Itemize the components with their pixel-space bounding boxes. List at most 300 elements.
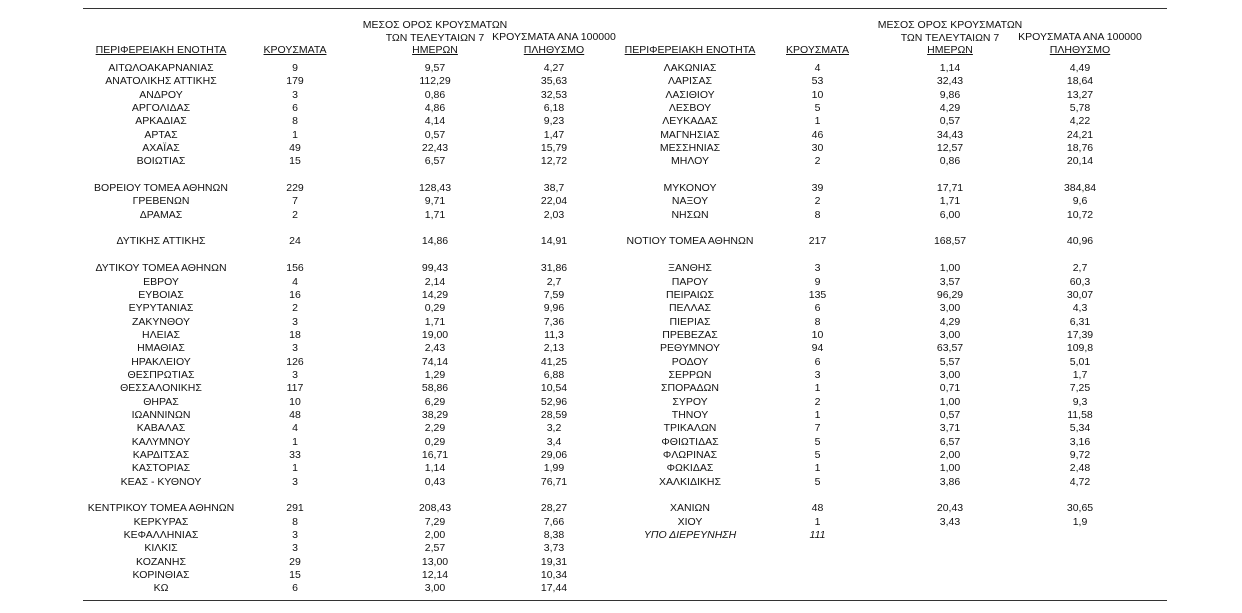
right-avg7-cell: 1,14: [939, 62, 961, 74]
left-header-avg-line2: ΤΩΝ ΤΕΛΕΥΤΑΙΩΝ 7: [385, 31, 485, 44]
left-per100k-cell: 3,2: [546, 422, 562, 435]
left-header-region-label: ΠΕΡΙΦΕΡΕΙΑΚΗ ΕΝΟΤΗΤΑ: [95, 44, 227, 56]
right-avg7-cell: 4,29: [939, 102, 961, 115]
right-avg7-cell: 5,57: [939, 355, 961, 368]
table-row: [0, 62, 1242, 75]
table-row: [0, 129, 1242, 142]
left-cases-cell: 179: [286, 75, 304, 88]
left-region-cell: ΚΕΝΤΡΙΚΟΥ ΤΟΜΕΑ ΑΘΗΝΩΝ: [87, 502, 235, 515]
right-cases-cell: 5: [814, 435, 821, 448]
right-cases-cell: 8: [814, 315, 821, 328]
left-per100k-cell: 76,71: [540, 475, 568, 488]
left-cases-cell: 2: [292, 208, 298, 221]
right-header-region-label: ΠΕΡΙΦΕΡΕΙΑΚΗ ΕΝΟΤΗΤΑ: [624, 44, 756, 56]
right-cases-cell: 53: [811, 75, 824, 88]
right-header-avg-line1: ΜΕΣΟΣ ΟΡΟΣ ΚΡΟΥΣΜΑΤΩΝ: [877, 19, 1023, 31]
left-per100k-cell: 12,72: [540, 155, 568, 168]
right-header-per100k-line1: ΚΡΟΥΣΜΑΤΑ ΑΝΑ 100000: [1018, 31, 1142, 43]
left-per100k-cell: 29,06: [540, 448, 568, 461]
table-row: [0, 289, 1242, 302]
right-avg7-cell: 63,57: [936, 342, 964, 355]
right-per100k-cell: 20,14: [1066, 155, 1094, 168]
left-region-cell: ΖΑΚΥΝΘΟΥ: [131, 315, 190, 328]
left-avg7-cell: 9,57: [424, 62, 446, 74]
left-cases-cell: 1: [292, 128, 298, 141]
left-per100k-cell: 38,7: [543, 182, 565, 195]
left-region-cell: ΕΥΒΟΙΑΣ: [138, 288, 184, 301]
right-region-cell: ΧΑΛΚΙΔΙΚΗΣ: [659, 475, 721, 488]
left-avg7-cell: 14,29: [421, 288, 449, 301]
right-region-cell: ΧΑΝΙΩΝ: [670, 502, 710, 515]
left-cases-cell: 16: [289, 288, 301, 301]
left-avg7-cell: 3,00: [424, 582, 446, 595]
left-region-cell: ΑΝΑΤΟΛΙΚΗΣ ΑΤΤΙΚΗΣ: [105, 75, 217, 88]
right-avg7-cell: 168,57: [933, 235, 967, 248]
right-per100k-cell: 4,22: [1069, 115, 1091, 128]
left-avg7-cell: 0,29: [424, 435, 446, 448]
left-cases-cell: 4: [292, 422, 298, 435]
left-cases-cell: 15: [289, 155, 301, 168]
left-avg7-cell: 0,29: [424, 302, 446, 315]
left-cases-cell: 6: [292, 582, 298, 595]
left-cases-cell: 3: [292, 475, 298, 488]
right-per100k-cell: 4,49: [1069, 62, 1091, 74]
right-avg7-cell: 3,00: [939, 302, 961, 315]
right-cases-cell: 39: [811, 182, 824, 195]
right-region-cell: ΦΩΚΙΔΑΣ: [666, 462, 714, 475]
table-row: [0, 369, 1242, 382]
left-cases-cell: 1: [292, 462, 298, 475]
left-cases-cell: 3: [292, 542, 298, 555]
right-cases-cell: 2: [814, 395, 821, 408]
right-header-avg-line2: ΤΩΝ ΤΕΛΕΥΤΑΙΩΝ 7: [900, 31, 1000, 44]
left-region-cell: ΚΕΑΣ - ΚΥΘΝΟΥ: [120, 475, 202, 488]
left-region-cell: ΔΥΤΙΚΗΣ ΑΤΤΙΚΗΣ: [116, 235, 206, 248]
right-avg7-cell: 6,57: [939, 435, 961, 448]
right-per100k-cell: 24,21: [1066, 128, 1094, 141]
left-region-cell: ΚΕΡΚΥΡΑΣ: [133, 515, 189, 528]
left-region-cell: ΚΑΒΑΛΑΣ: [136, 422, 186, 435]
right-region-cell: ΡΟΔΟΥ: [671, 355, 709, 368]
left-avg7-cell: 22,43: [421, 142, 449, 155]
right-avg7-cell: 3,43: [939, 515, 961, 528]
right-avg7-cell: 34,43: [936, 128, 964, 141]
table-row: [0, 302, 1242, 315]
right-region-cell: ΜΑΓΝΗΣΙΑΣ: [660, 128, 720, 141]
right-avg7-cell: 0,57: [939, 115, 961, 128]
left-cases-cell: 6: [292, 102, 298, 115]
left-per100k-cell: 2,7: [546, 275, 562, 288]
left-cases-cell: 117: [286, 382, 304, 395]
table-row: [0, 409, 1242, 422]
left-cases-cell: 3: [292, 88, 298, 101]
right-region-cell: ΛΕΣΒΟΥ: [668, 102, 712, 115]
table-row: [0, 142, 1242, 155]
right-cases-cell: 4: [814, 62, 821, 74]
left-cases-cell: 3: [292, 529, 298, 542]
table-row: [0, 356, 1242, 369]
right-region-cell: ΛΑΡΙΣΑΣ: [668, 75, 712, 88]
table-row: [0, 182, 1242, 195]
right-cases-cell: 3: [814, 262, 821, 275]
right-cases-cell: 5: [814, 475, 821, 488]
right-region-cell: ΤΗΝΟΥ: [671, 408, 709, 421]
left-cases-cell: 10: [289, 395, 301, 408]
left-cases-cell: 29: [289, 555, 301, 568]
left-cases-cell: 18: [289, 328, 301, 341]
right-cases-cell: 1: [814, 408, 821, 421]
left-region-cell: ΚΑΛΥΜΝΟΥ: [131, 435, 191, 448]
left-avg7-cell: 74,14: [421, 355, 449, 368]
left-region-cell: ΚΑΡΔΙΤΣΑΣ: [132, 448, 190, 461]
left-region-cell: ΑΡΓΟΛΙΔΑΣ: [131, 102, 191, 115]
table-row: [0, 516, 1242, 529]
right-cases-cell: 7: [814, 422, 821, 435]
table-row: [0, 169, 1242, 182]
table-row: [0, 569, 1242, 582]
table-row: [0, 556, 1242, 569]
left-per100k-cell: 31,86: [540, 262, 568, 275]
table-row: [0, 382, 1242, 395]
table-row: [0, 262, 1242, 275]
right-region-cell: ΝΗΣΩΝ: [671, 208, 709, 221]
left-header-avg-line3: ΗΜΕΡΩΝ: [412, 44, 458, 56]
left-avg7-cell: 2,43: [424, 342, 446, 355]
left-per100k-cell: 41,25: [540, 355, 568, 368]
left-cases-cell: 3: [292, 315, 298, 328]
right-cases-cell: 8: [814, 208, 821, 221]
table-row: [0, 422, 1242, 435]
right-per100k-cell: 5,78: [1069, 102, 1091, 115]
left-per100k-cell: 14,91: [540, 235, 568, 248]
right-per100k-cell: 7,25: [1069, 382, 1091, 395]
right-per100k-cell: 1,7: [1072, 368, 1088, 381]
table-row: [0, 502, 1242, 515]
left-per100k-cell: 32,53: [540, 88, 568, 101]
left-per100k-cell: 28,59: [540, 408, 568, 421]
left-header-cases: [255, 44, 335, 57]
right-avg7-cell: 20,43: [936, 502, 964, 515]
left-header-per100k-line2: ΠΛΗΘΥΣΜΟ: [523, 43, 585, 56]
right-per100k-cell: 11,58: [1067, 408, 1093, 421]
left-avg7-cell: 2,29: [424, 422, 446, 435]
right-cases-cell: 3: [814, 368, 821, 381]
right-cases-cell: 135: [808, 288, 827, 301]
left-per100k-cell: 15,79: [540, 142, 568, 155]
left-region-cell: ΑΙΤΩΛΟΑΚΑΡΝΑΝΙΑΣ: [108, 62, 214, 74]
left-per100k-cell: 3,73: [543, 542, 565, 555]
left-per100k-cell: 2,03: [543, 208, 565, 221]
left-avg7-cell: 6,29: [424, 395, 446, 408]
left-per100k-cell: 22,04: [540, 195, 568, 208]
right-avg7-cell: 6,00: [939, 208, 961, 221]
right-header-avg-line3: ΗΜΕΡΩΝ: [927, 44, 973, 56]
right-cases-cell: 1: [814, 115, 821, 128]
right-cases-cell: 6: [814, 355, 821, 368]
left-per100k-cell: 1,47: [543, 128, 565, 141]
table-row: [0, 195, 1242, 208]
table-row: [0, 155, 1242, 168]
left-per100k-cell: 11,3: [544, 328, 564, 341]
bottom-rule: [83, 600, 1167, 601]
right-per100k-cell: 17,39: [1066, 328, 1094, 341]
right-cases-cell: 217: [808, 235, 827, 248]
right-per100k-cell: 18,76: [1066, 142, 1094, 155]
right-per100k-cell: 10,72: [1066, 208, 1094, 221]
left-region-cell: ΚΙΛΚΙΣ: [144, 542, 178, 555]
left-per100k-cell: 4,27: [543, 62, 565, 74]
left-region-cell: ΔΡΑΜΑΣ: [139, 208, 183, 221]
table-row: [0, 396, 1242, 409]
left-region-cell: ΗΜΑΘΙΑΣ: [137, 342, 185, 355]
table-row: [0, 89, 1242, 102]
left-avg7-cell: 38,29: [421, 408, 449, 421]
right-region-cell: ΧΙΟΥ: [677, 515, 703, 528]
right-region-cell: ΦΛΩΡΙΝΑΣ: [662, 448, 718, 461]
right-avg7-cell: 1,00: [939, 462, 961, 475]
right-avg7-cell: 0,71: [939, 382, 961, 395]
left-cases-cell: 3: [292, 368, 298, 381]
left-region-cell: ΒΟΡΕΙΟΥ ΤΟΜΕΑ ΑΘΗΝΩΝ: [94, 182, 228, 195]
table-row: [0, 462, 1242, 475]
right-avg7-cell: 2,00: [939, 448, 961, 461]
left-cases-cell: 49: [289, 142, 301, 155]
right-region-cell: ΠΡΕΒΕΖΑΣ: [662, 328, 718, 341]
right-cases-cell: 111: [809, 529, 826, 542]
table-row: [0, 476, 1242, 489]
left-avg7-cell: 12,14: [421, 569, 449, 582]
table-row: [0, 342, 1242, 355]
left-per100k-cell: 6,88: [543, 368, 565, 381]
left-cases-cell: 2: [292, 302, 298, 315]
top-rule: [83, 8, 1167, 9]
right-region-cell: ΜΥΚΟΝΟΥ: [663, 182, 717, 195]
left-region-cell: ΑΡΚΑΔΙΑΣ: [135, 115, 187, 128]
table-row: [0, 529, 1242, 542]
right-header-region: [615, 44, 765, 57]
left-cases-cell: 15: [289, 569, 301, 582]
right-per100k-cell: 3,16: [1069, 435, 1091, 448]
left-per100k-cell: 7,66: [543, 515, 565, 528]
right-per100k-cell: 5,34: [1069, 422, 1091, 435]
left-avg7-cell: 2,57: [424, 542, 446, 555]
left-region-cell: ΗΛΕΙΑΣ: [141, 328, 180, 341]
right-per100k-cell: 1,9: [1072, 515, 1088, 528]
left-region-cell: ΘΕΣΣΑΛΟΝΙΚΗΣ: [120, 382, 202, 395]
left-avg7-cell: 208,43: [418, 502, 452, 515]
right-per100k-cell: 40,96: [1066, 235, 1094, 248]
left-per100k-cell: 9,23: [543, 115, 565, 128]
left-cases-cell: 126: [286, 355, 304, 368]
table-row: [0, 489, 1242, 502]
right-region-cell: ΣΥΡΟΥ: [672, 395, 708, 408]
left-cases-cell: 3: [292, 342, 298, 355]
left-per100k-cell: 6,18: [543, 102, 565, 115]
left-region-cell: ΓΡΕΒΕΝΩΝ: [132, 195, 190, 208]
right-avg7-cell: 96,29: [936, 288, 964, 301]
right-header-per100k: [1005, 31, 1155, 56]
left-avg7-cell: 0,43: [424, 475, 446, 488]
right-region-cell: ΣΕΡΡΩΝ: [668, 368, 712, 381]
left-avg7-cell: 58,86: [421, 382, 449, 395]
left-header-per100k: [480, 31, 628, 56]
right-region-cell: ΛΑΚΩΝΙΑΣ: [663, 62, 717, 74]
left-cases-cell: 8: [292, 515, 298, 528]
right-cases-cell: 1: [814, 382, 821, 395]
left-per100k-cell: 2,13: [543, 342, 565, 355]
right-cases-cell: 2: [814, 155, 821, 168]
left-per100k-cell: 10,54: [540, 382, 568, 395]
left-per100k-cell: 52,96: [540, 395, 568, 408]
left-header-per100k-line1: ΚΡΟΥΣΜΑΤΑ ΑΝΑ 100000: [492, 31, 616, 43]
right-per100k-cell: 30,65: [1066, 502, 1094, 515]
right-avg7-cell: 9,86: [939, 88, 961, 101]
right-region-cell: ΝΑΞΟΥ: [671, 195, 709, 208]
right-cases-cell: 46: [811, 128, 824, 141]
right-avg7-cell: 3,71: [939, 422, 961, 435]
right-cases-cell: 5: [814, 448, 821, 461]
left-avg7-cell: 19,00: [421, 328, 449, 341]
right-per100k-cell: 13,27: [1066, 88, 1094, 101]
right-per100k-cell: 18,64: [1066, 75, 1094, 88]
right-avg7-cell: 3,86: [939, 475, 961, 488]
left-region-cell: ΚΩ: [153, 582, 169, 595]
right-avg7-cell: 0,86: [939, 155, 961, 168]
right-avg7-cell: 3,57: [939, 275, 961, 288]
right-region-cell: ΜΗΛΟΥ: [671, 155, 709, 168]
left-region-cell: ΗΡΑΚΛΕΙΟΥ: [131, 355, 191, 368]
left-avg7-cell: 4,14: [424, 115, 446, 128]
left-cases-cell: 7: [292, 195, 298, 208]
right-region-cell: ΝΟΤΙΟΥ ΤΟΜΕΑ ΑΘΗΝΩΝ: [626, 235, 754, 248]
left-avg7-cell: 2,14: [424, 275, 446, 288]
left-region-cell: ΑΧΑΪΑΣ: [142, 142, 180, 155]
right-header-per100k-line2: ΠΛΗΘΥΣΜΟ: [1049, 43, 1111, 56]
right-region-cell: ΜΕΣΣΗΝΙΑΣ: [659, 142, 721, 155]
table-row: [0, 316, 1242, 329]
left-region-cell: ΙΩΑΝΝΙΝΩΝ: [131, 408, 191, 421]
right-cases-cell: 2: [814, 195, 821, 208]
left-region-cell: ΕΒΡΟΥ: [143, 275, 179, 288]
right-avg7-cell: 3,00: [939, 368, 961, 381]
left-avg7-cell: 1,29: [424, 368, 446, 381]
right-avg7-cell: 4,29: [939, 315, 961, 328]
left-cases-cell: 9: [292, 62, 298, 74]
right-cases-cell: 30: [811, 142, 824, 155]
left-avg7-cell: 99,43: [421, 262, 449, 275]
left-region-cell: ΑΝΔΡΟΥ: [139, 88, 183, 101]
table-row: [0, 329, 1242, 342]
left-header-region: [80, 44, 242, 57]
table-row: [0, 276, 1242, 289]
left-region-cell: ΚΕΦΑΛΛΗΝΙΑΣ: [123, 529, 199, 542]
right-cases-cell: 9: [814, 275, 821, 288]
right-region-cell: ΞΑΝΘΗΣ: [668, 262, 712, 275]
left-per100k-cell: 3,4: [546, 435, 562, 448]
left-cases-cell: 1: [292, 435, 298, 448]
right-cases-cell: 48: [811, 502, 824, 515]
right-per100k-cell: 4,3: [1072, 302, 1088, 315]
left-cases-cell: 8: [292, 115, 298, 128]
left-avg7-cell: 0,86: [424, 88, 446, 101]
left-region-cell: ΕΥΡΥΤΑΝΙΑΣ: [128, 302, 194, 315]
left-region-cell: ΔΥΤΙΚΟΥ ΤΟΜΕΑ ΑΘΗΝΩΝ: [95, 262, 227, 275]
right-cases-cell: 1: [814, 462, 821, 475]
right-avg7-cell: 17,71: [936, 182, 964, 195]
right-region-cell: ΣΠΟΡΑΔΩΝ: [661, 382, 719, 395]
left-avg7-cell: 16,71: [421, 448, 449, 461]
right-cases-cell: 6: [814, 302, 821, 315]
right-region-cell: ΦΘΙΩΤΙΔΑΣ: [661, 435, 719, 448]
right-cases-cell: 5: [814, 102, 821, 115]
left-region-cell: ΑΡΤΑΣ: [144, 128, 178, 141]
table-row: [0, 449, 1242, 462]
left-header-avg-line1: ΜΕΣΟΣ ΟΡΟΣ ΚΡΟΥΣΜΑΤΩΝ: [362, 19, 508, 31]
left-avg7-cell: 9,71: [424, 195, 446, 208]
left-region-cell: ΘΕΣΠΡΩΤΙΑΣ: [127, 368, 195, 381]
left-region-cell: ΚΟΖΑΝΗΣ: [136, 555, 186, 568]
left-avg7-cell: 1,14: [424, 462, 446, 475]
right-region-cell: ΛΑΣΙΘΙΟΥ: [665, 88, 715, 101]
left-header-cases-label: ΚΡΟΥΣΜΑΤΑ: [263, 44, 327, 56]
table-row: [0, 102, 1242, 115]
right-region-cell: ΛΕΥΚΑΔΑΣ: [662, 115, 718, 128]
right-avg7-cell: 1,71: [939, 195, 961, 208]
left-avg7-cell: 128,43: [418, 182, 452, 195]
right-avg7-cell: 3,00: [939, 328, 961, 341]
right-per100k-cell: 384,84: [1063, 182, 1097, 195]
left-per100k-cell: 9,96: [543, 302, 565, 315]
right-cases-cell: 1: [814, 515, 821, 528]
left-cases-cell: 33: [289, 448, 301, 461]
right-region-cell: ΤΡΙΚΑΛΩΝ: [663, 422, 717, 435]
left-avg7-cell: 4,86: [424, 102, 446, 115]
table-row: [0, 436, 1242, 449]
right-avg7-cell: 32,43: [936, 75, 964, 88]
left-per100k-cell: 1,99: [543, 462, 565, 475]
right-region-cell: ΠΕΙΡΑΙΩΣ: [666, 288, 714, 301]
left-avg7-cell: 13,00: [421, 555, 449, 568]
right-region-cell: ΡΕΘΥΜΝΟΥ: [659, 342, 720, 355]
right-avg7-cell: 0,57: [939, 408, 961, 421]
left-cases-cell: 4: [292, 275, 298, 288]
table-row: [0, 222, 1242, 235]
left-per100k-cell: 35,63: [540, 75, 568, 88]
right-per100k-cell: 9,6: [1072, 195, 1088, 208]
right-region-cell: ΠΑΡΟΥ: [671, 275, 709, 288]
right-avg7-cell: 12,57: [936, 142, 964, 155]
left-region-cell: ΒΟΙΩΤΙΑΣ: [136, 155, 186, 168]
table-row: [0, 542, 1242, 555]
left-per100k-cell: 19,31: [540, 555, 568, 568]
right-avg7-cell: 1,00: [939, 395, 961, 408]
left-cases-cell: 48: [289, 408, 301, 421]
right-cases-cell: 10: [811, 88, 824, 101]
left-avg7-cell: 1,71: [424, 208, 446, 221]
left-avg7-cell: 1,71: [424, 315, 446, 328]
right-per100k-cell: 2,48: [1069, 462, 1091, 475]
right-header-cases-label: ΚΡΟΥΣΜΑΤΑ: [786, 44, 849, 56]
right-region-cell: ΥΠΟ ΔΙΕΡΕΥΝΗΣΗ: [643, 529, 737, 542]
right-per100k-cell: 9,72: [1069, 448, 1091, 461]
right-per100k-cell: 4,72: [1069, 475, 1091, 488]
data-table: [0, 62, 1242, 596]
right-cases-cell: 10: [811, 328, 824, 341]
left-avg7-cell: 6,57: [424, 155, 446, 168]
left-avg7-cell: 112,29: [419, 75, 451, 88]
right-header-cases: [775, 44, 860, 57]
left-per100k-cell: 17,44: [540, 582, 568, 595]
